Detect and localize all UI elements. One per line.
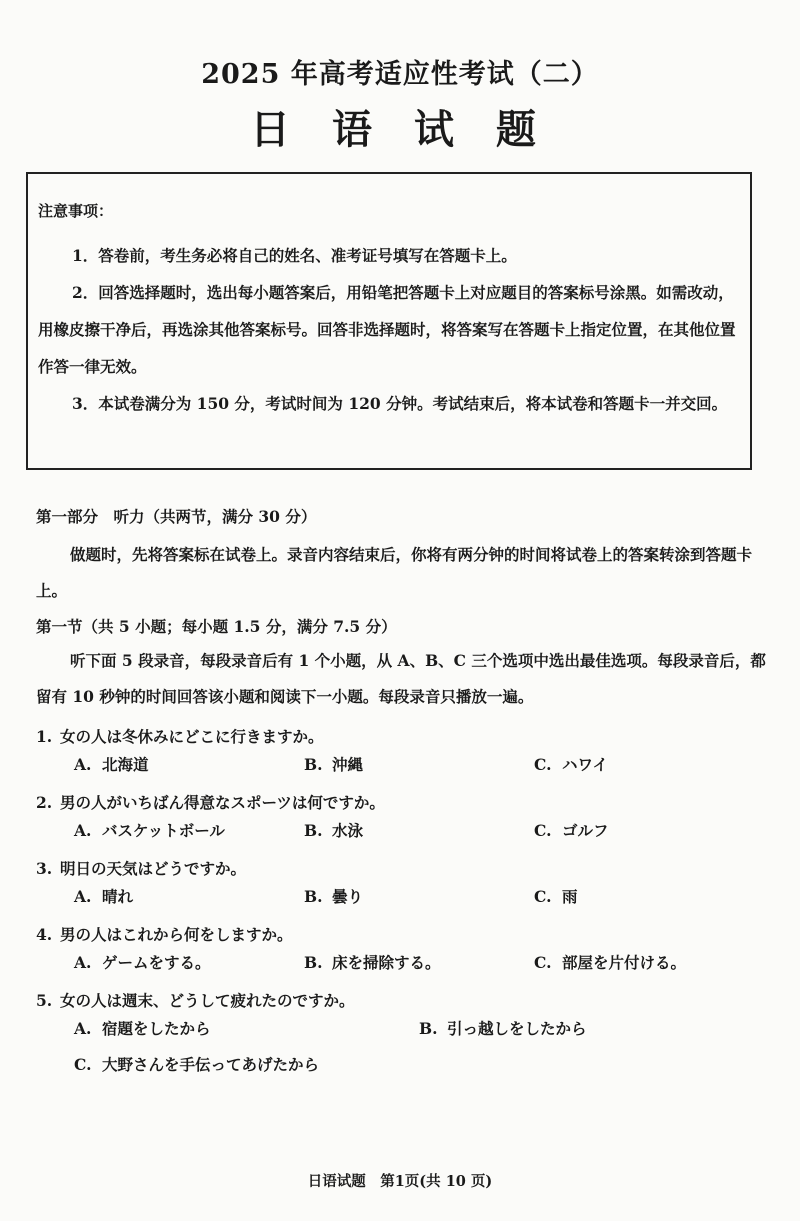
- option-b[interactable]: B. 床を掃除する。: [304, 953, 441, 972]
- question-stem: 女の人は冬休みにどこに行きますか。: [60, 727, 324, 746]
- section-instruction: 听下面 5 段录音，每段录音后有 1 个小题，从 A、B、C 三个选项中选出最佳选项。每段录音后，都留有 10 秒钟的时间回答该小题和阅读下一小题。每段录音只播放一遍。: [36, 651, 766, 706]
- option-a[interactable]: A. 宿題をしたから: [74, 1019, 211, 1038]
- option-c[interactable]: C. 大野さんを手伝ってあげたから: [74, 1055, 320, 1074]
- options-row: [36, 1015, 766, 1045]
- question-text: [36, 987, 766, 1015]
- question-number: 1.: [36, 727, 53, 746]
- options-row: [36, 949, 766, 979]
- option-c[interactable]: C. 部屋を片付ける。: [534, 953, 687, 972]
- option-c[interactable]: C. ハワイ: [534, 755, 609, 774]
- option-b[interactable]: B. 曇り: [304, 887, 364, 906]
- notice-item-1: 1．答卷前，考生务必将自己的姓名、准考证号填写在答题卡上。: [72, 246, 517, 265]
- part-instruction: 做题时，先将答案标在试卷上。录音内容结束后，你将有两分钟的时间将试卷上的答案转涂到答题卡上。: [36, 545, 753, 600]
- page-footer: 日语试题 第1页(共 10 页): [307, 1173, 493, 1190]
- section-heading: 第一节（共 5 小题；每小题 1.5 分，满分 7.5 分）: [36, 617, 397, 636]
- option-b[interactable]: B. 水泳: [304, 821, 364, 840]
- question-3: [36, 855, 766, 913]
- options-row: [36, 817, 766, 847]
- question-text: [36, 789, 766, 817]
- option-a[interactable]: A. バスケットボール: [74, 821, 225, 840]
- option-c[interactable]: C. 雨: [534, 887, 578, 906]
- option-b[interactable]: B. 引っ越しをしたから: [419, 1019, 587, 1038]
- question-stem: 女の人は週末、どうして疲れたのですか。: [60, 991, 355, 1010]
- options-row: [36, 1051, 766, 1081]
- question-number: 2.: [36, 793, 53, 812]
- listening-part: [36, 505, 766, 1081]
- question-2: [36, 789, 766, 847]
- options-row: [36, 883, 766, 913]
- option-a[interactable]: A. 北海道: [74, 755, 149, 774]
- question-number: 4.: [36, 925, 53, 944]
- question-number: 5.: [36, 991, 53, 1010]
- notice-heading: 注意事项：: [38, 202, 114, 220]
- question-number: 3.: [36, 859, 53, 878]
- question-text: [36, 921, 766, 949]
- option-b[interactable]: B. 沖縄: [304, 755, 364, 774]
- question-4: [36, 921, 766, 979]
- notice-box: [26, 172, 752, 470]
- notice-item-2: 2．回答选择题时，选出每小题答案后，用铅笔把答题卡上对应题目的答案标号涂黑。如需改动，用橡皮擦干净后，再选涂其他答案标号。回答非选择题时，将答案写在答题卡上指定位置，在其他位置作答一律无效。: [38, 283, 736, 376]
- option-a[interactable]: A. ゲームをする。: [74, 953, 211, 972]
- subject-title: 日 语 试 题: [250, 107, 550, 153]
- question-text: [36, 855, 766, 883]
- option-a[interactable]: A. 晴れ: [74, 887, 134, 906]
- question-stem: 男の人はこれから何をしますか。: [60, 925, 293, 944]
- notice-item-3: 3．本试卷满分为 150 分，考试时间为 120 分钟。考试结束后，将本试卷和答题卡一并交回。: [72, 394, 728, 413]
- question-stem: 明日の天気はどうですか。: [60, 859, 247, 878]
- exam-title: 2025 年高考适应性考试（二）: [201, 59, 599, 90]
- option-c[interactable]: C. ゴルフ: [534, 821, 609, 840]
- part-heading: 第一部分 听力（共两节，满分 30 分）: [36, 507, 317, 526]
- question-5: [36, 987, 766, 1081]
- question-1: [36, 723, 766, 781]
- options-row: [36, 751, 766, 781]
- question-text: [36, 723, 766, 751]
- question-stem: 男の人がいちばん得意なスポーツは何ですか。: [60, 793, 385, 812]
